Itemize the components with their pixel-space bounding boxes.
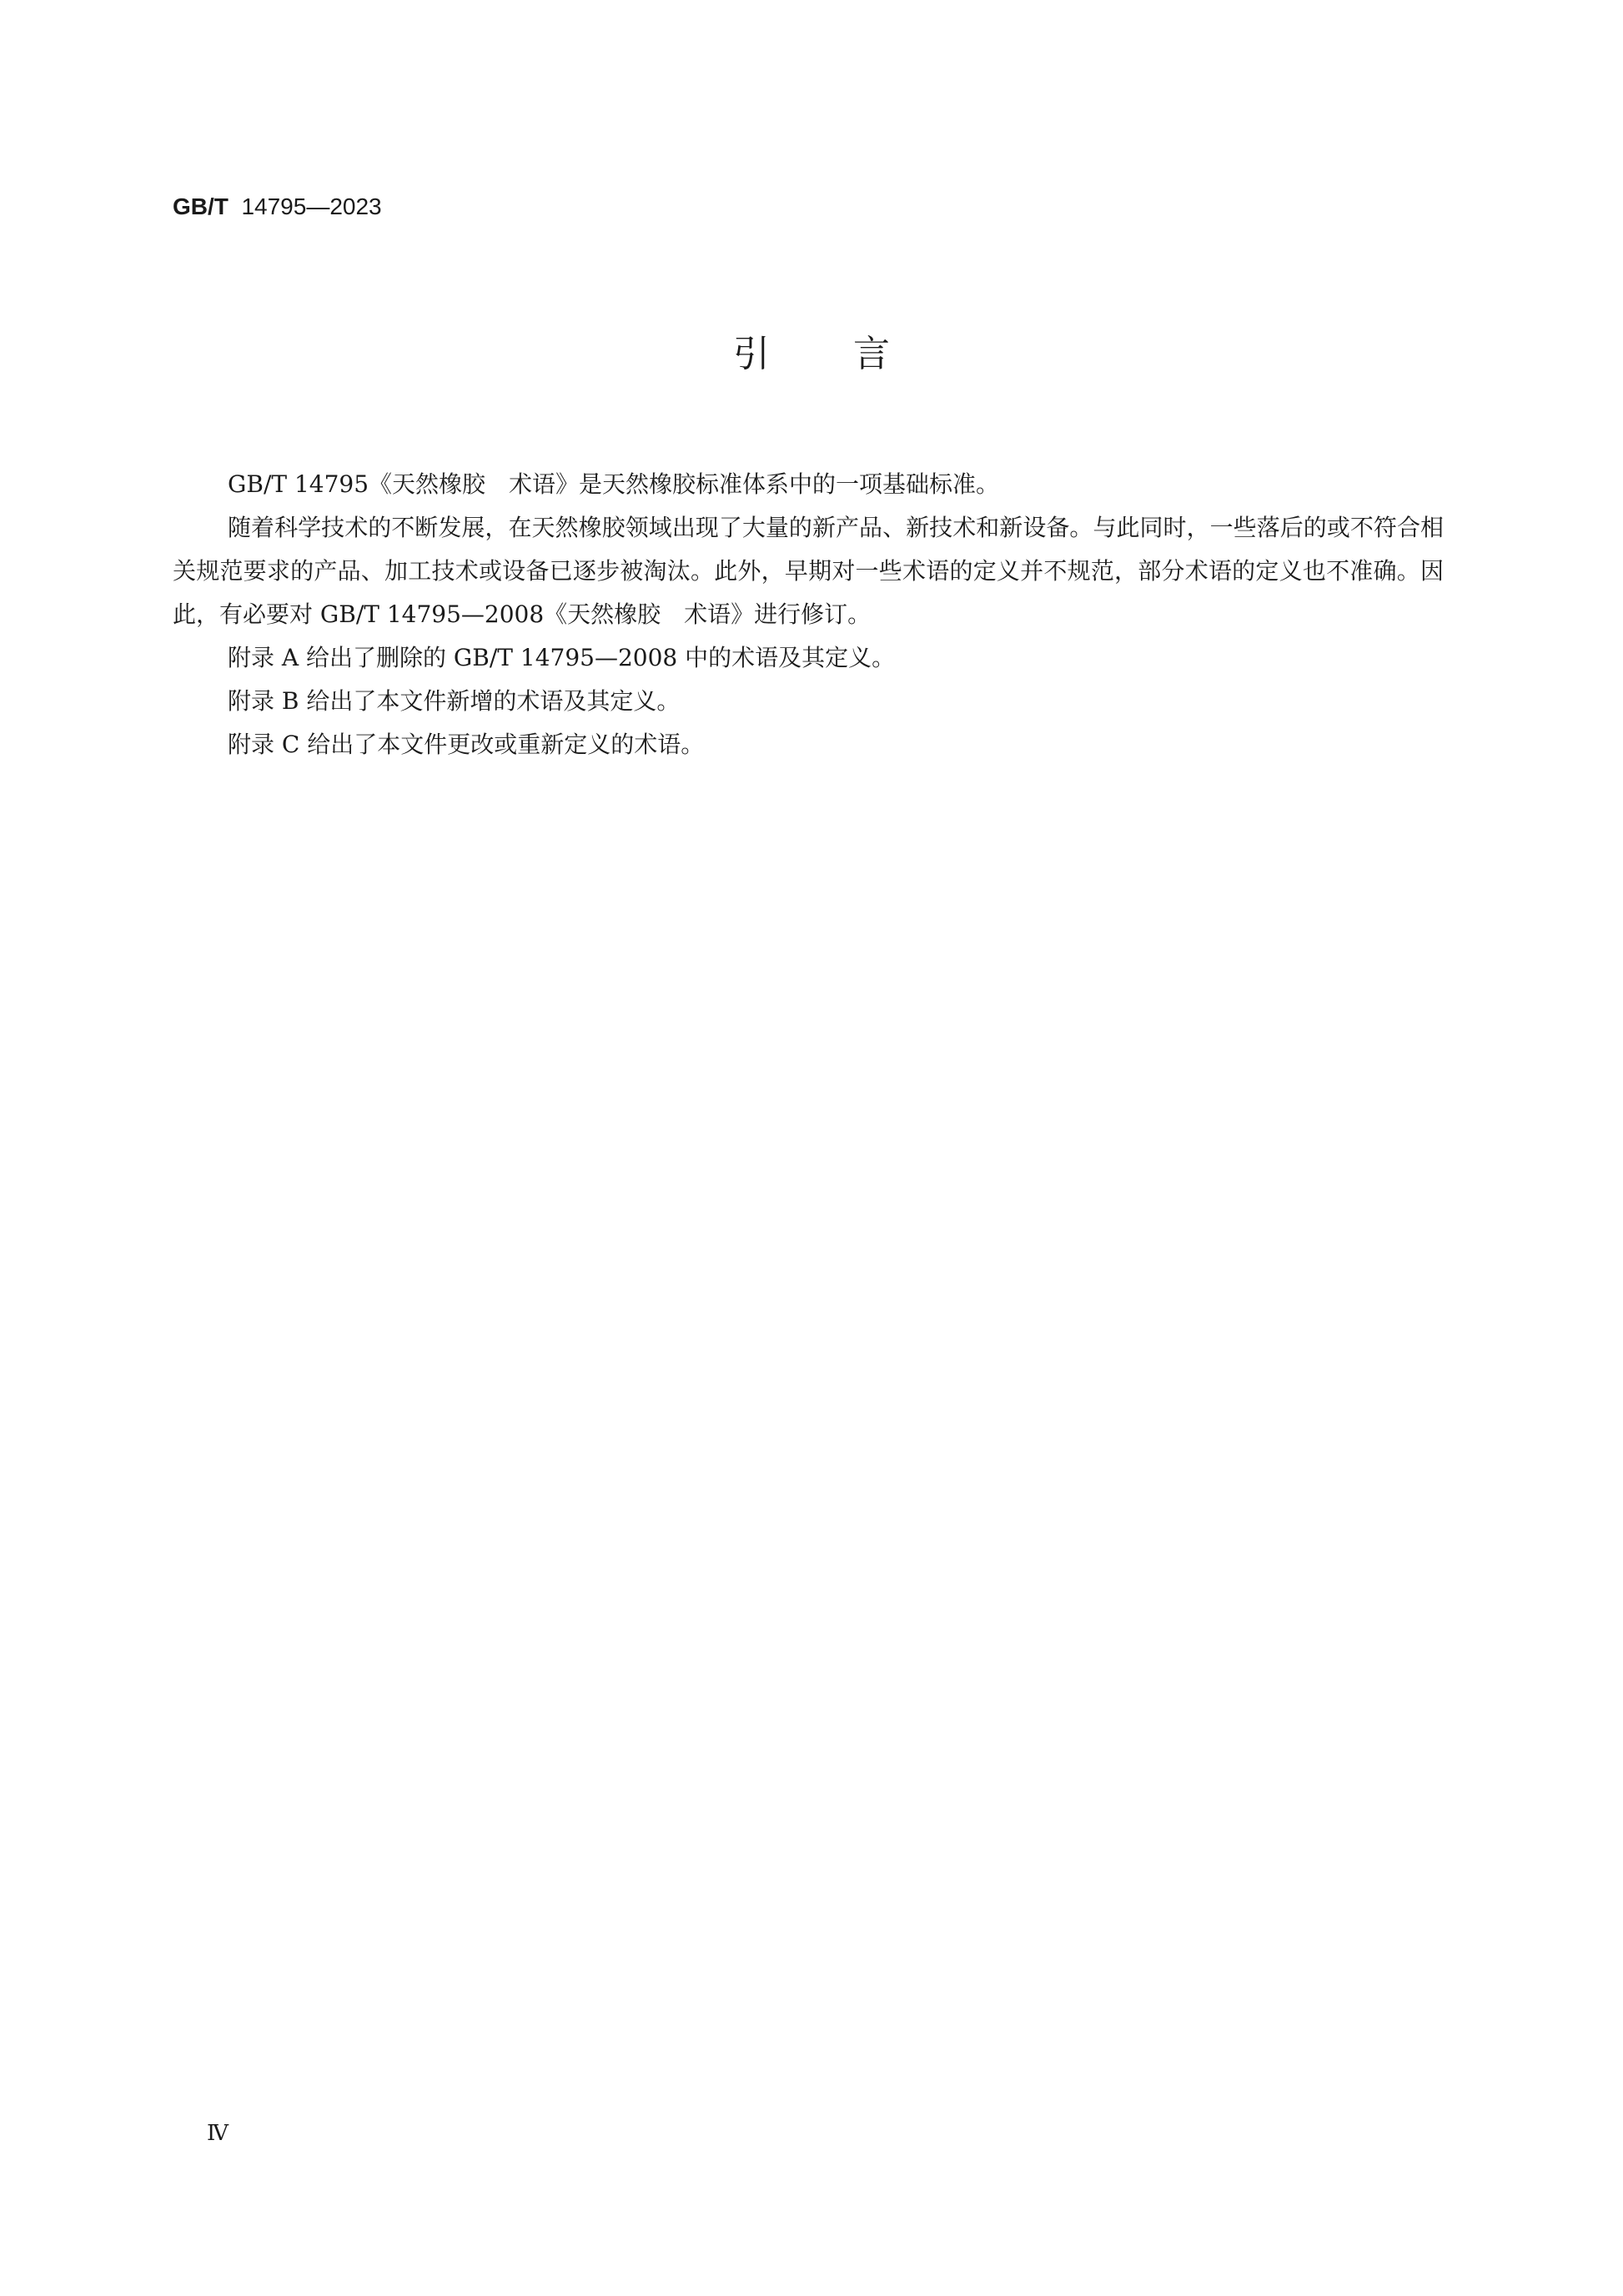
page-number: Ⅳ: [207, 2121, 229, 2146]
paragraph-5: 附录 C 给出了本文件更改或重新定义的术语。: [228, 731, 705, 758]
paragraph-4: 附录 B 给出了本文件新增的术语及其定义。: [228, 687, 681, 715]
paragraph-1: GB/T 14795《天然橡胶 术语》是天然橡胶标准体系中的一项基础标准。: [228, 470, 1000, 498]
paragraph-2: 随着科学技术的不断发展，在天然橡胶领域出现了大量的新产品、新技术和新设备。与此同时，一些落后的或不符合相关规范要求的产品、加工技术或设备已逐步被淘汰。此外，早期对一些术语的定义并不规范，部分术语的定义也不准确。因此，有必要对 GB/T 14795—2008《天然橡胶 术语》进行修订。: [173, 514, 1444, 628]
introduction-body: [173, 463, 1444, 766]
standard-code: 14795—2023: [241, 193, 382, 219]
paragraph-3: 附录 A 给出了删除的 GB/T 14795—2008 中的术语及其定义。: [228, 644, 896, 671]
section-title: 引言: [733, 333, 973, 375]
standard-prefix: GB/T: [173, 193, 229, 219]
document-header: [173, 190, 382, 224]
